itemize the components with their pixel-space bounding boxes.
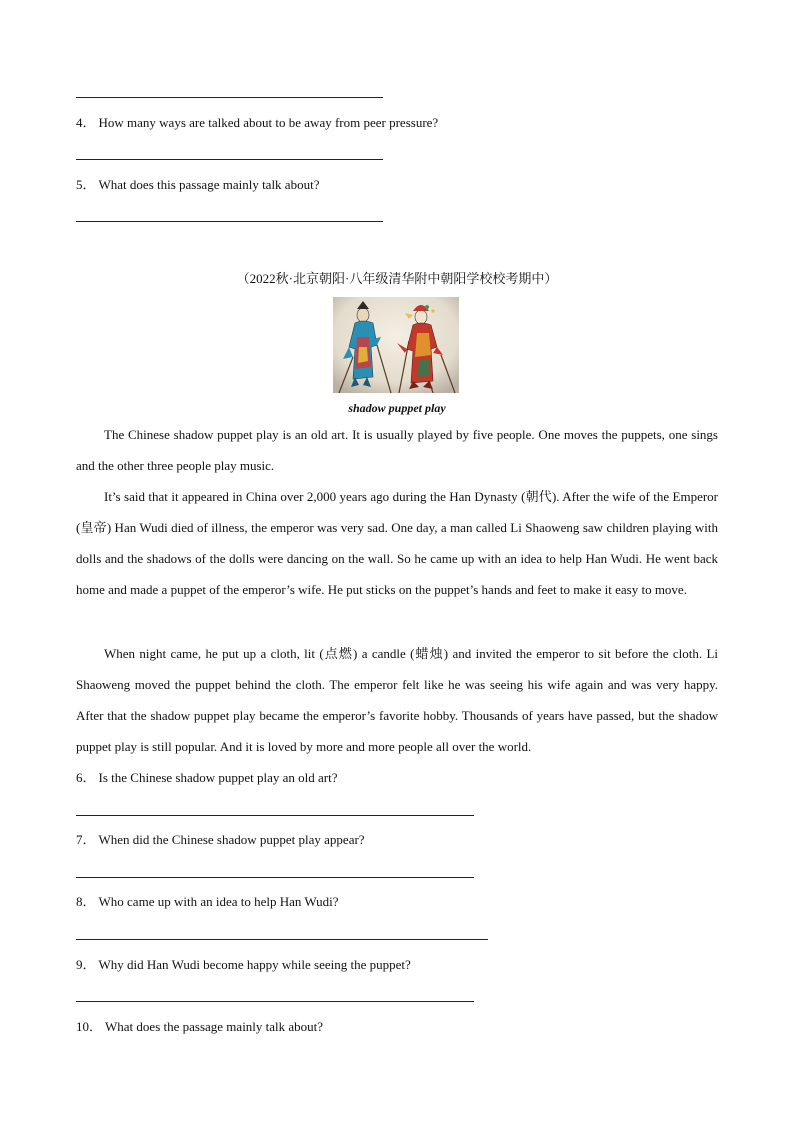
question-number: 10． — [76, 1019, 103, 1034]
question-9 — [76, 957, 411, 973]
question-text: What does the passage mainly talk about? — [105, 1019, 324, 1034]
question-number: 4． — [76, 115, 96, 130]
question-text: Why did Han Wudi become happy while seeing the puppet? — [98, 957, 411, 972]
passage-paragraph-2: It’s said that it appeared in China over 2,000 years ago during the Han Dynasty (朝代). After the wife of the Emperor (皇帝) Han Wudi died of illness, the emperor was very sad. One day, a man called Li Shaoweng saw children playing with dolls and the shadows of the dolls were dancing on the wall. So he came up with an idea to help Han Wudi. He went back home and made a puppet of the emperor’s wife. He put sticks on the puppet’s hands and feet to make it easy to move. — [76, 489, 718, 597]
question-text: How many ways are talked about to be away from peer pressure? — [98, 115, 439, 130]
passage-paragraph-1: The Chinese shadow puppet play is an old art. It is usually played by five people. One moves the puppets, one sings and the other three people play music. — [76, 427, 718, 473]
shadow-puppet-photo-icon — [333, 297, 459, 393]
answer-line-5[interactable] — [76, 221, 383, 222]
question-8 — [76, 894, 339, 910]
answer-line-9[interactable] — [76, 1001, 474, 1002]
question-number: 5． — [76, 177, 96, 192]
question-text: Who came up with an idea to help Han Wudi? — [98, 894, 339, 909]
answer-line-4[interactable] — [76, 159, 383, 160]
passage-paragraph-3: When night came, he put up a cloth, lit (点燃) a candle (蜡烛) and invited the emperor to sit before the cloth. Li Shaoweng moved the puppet behind the cloth. The emperor felt like he was seeing his wife again and was very happy. After that the shadow puppet play became the emperor’s favorite hobby. Thousands of years have passed, but the shadow puppet play is still popular. And it is loved by more and more people all over the world. — [76, 646, 718, 754]
question-5 — [76, 177, 319, 193]
question-number: 6． — [76, 770, 96, 785]
question-number: 9． — [76, 957, 96, 972]
question-4 — [76, 115, 438, 131]
question-text: What does this passage mainly talk about? — [98, 177, 320, 192]
figure-caption: shadow puppet play — [348, 401, 446, 415]
question-number: 7． — [76, 832, 96, 847]
question-number: 8． — [76, 894, 96, 909]
answer-line-6[interactable] — [76, 815, 474, 816]
question-10 — [76, 1019, 323, 1035]
question-7 — [76, 832, 365, 848]
answer-line-3[interactable] — [76, 97, 383, 98]
question-6 — [76, 770, 338, 786]
answer-line-8[interactable] — [76, 939, 488, 940]
source-citation: （2022秋·北京朝阳·八年级清华附中朝阳学校校考期中） — [236, 271, 558, 286]
shadow-puppet-image — [333, 297, 459, 393]
answer-line-7[interactable] — [76, 877, 474, 878]
question-text: When did the Chinese shadow puppet play appear? — [98, 832, 365, 847]
question-text: Is the Chinese shadow puppet play an old art? — [98, 770, 338, 785]
